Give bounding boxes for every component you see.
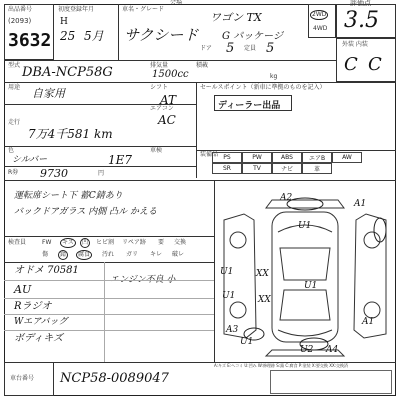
equip-leather: 革 [302, 163, 332, 174]
mark-a4: A4 [326, 345, 339, 355]
color-value: シルバー [12, 155, 48, 165]
door-value: 5 [226, 41, 235, 56]
recycle-label: R券 [8, 169, 19, 176]
inspection-label: 車検 [150, 147, 163, 154]
opt-divider [104, 262, 105, 362]
ext-int-label: 外装 内装 [342, 41, 368, 48]
divider-specs [196, 82, 197, 178]
equip-ps: PS [212, 152, 242, 163]
model-label: 車名・グレード [122, 6, 165, 13]
insp-tear: 破レ [172, 251, 185, 258]
equip-abs: ABS [272, 152, 302, 163]
insp-cut: キレ [150, 251, 162, 258]
drive-2wd: 2WD [312, 11, 327, 18]
divider-spec3 [4, 166, 196, 167]
era: H [60, 17, 68, 27]
footer-note: A:キズ E:ヘコミ U:凹み W:修理跡 S:錆 C:腐食 P:塗装 X:要交換 XX:交換済 [214, 363, 349, 368]
mileage-label: 走行 [8, 119, 21, 126]
divider-equip [196, 150, 396, 151]
opt-mileage: オドメ 70581 [14, 265, 79, 276]
car-name: サクシード [124, 26, 199, 44]
opt-radio: Rラジオ [14, 301, 52, 312]
year-value: 25 [60, 29, 76, 43]
dealer-badge-text: ディーラー出品 [218, 101, 281, 111]
mark-u1-top: U1 [298, 221, 312, 231]
opt-line2 [4, 298, 214, 299]
car-damage-diagram [214, 180, 396, 362]
usage-value: 自家用 [32, 87, 65, 100]
capacity-label: 定員 [244, 45, 257, 52]
score-value: 3.5 [344, 8, 379, 33]
stamp-area [270, 370, 392, 394]
door-label: ドア [200, 45, 212, 52]
usage-label: 用途 [8, 84, 21, 91]
insp-replace: 交換 [174, 239, 187, 246]
drive-box [308, 4, 336, 38]
opt-line4 [4, 330, 214, 331]
equip-navi: ナビ [272, 163, 302, 174]
model-code-label: 型式 [8, 62, 21, 69]
mark-u1-left: U1 [220, 267, 234, 277]
load-label: 積載 [196, 62, 209, 69]
int-grade: C [368, 54, 382, 75]
insp-repair: リペア跡 [122, 239, 146, 246]
divider-spec2 [4, 146, 196, 147]
mark-a1-right: A1 [362, 317, 375, 327]
insp-rust: 傷 [42, 251, 49, 258]
divider-row3 [4, 82, 396, 83]
lot-number: 3632 [8, 30, 52, 51]
lot-label: 出品番号 [8, 6, 33, 13]
color-number: 1E7 [108, 153, 133, 167]
ext-grade: C [344, 54, 358, 75]
load-unit: kg [270, 73, 278, 80]
equip-sr: SR [212, 163, 242, 174]
insp-scratch: キズ [62, 239, 74, 246]
opt-w-airbag: Wエアバッグ [14, 317, 68, 327]
mark-u1-left2: U1 [222, 291, 236, 301]
recycle-unit: 円 [98, 170, 105, 177]
sales-point-label: セールスポイント（新車に準拠のものを記入） [200, 84, 326, 91]
cc-label: 排気量 [150, 62, 169, 69]
grade-line1: ワゴン TX [210, 11, 262, 24]
mark-a2: A2 [280, 193, 293, 203]
insp-gari: ガリ [126, 251, 139, 258]
equip-aw: AW [332, 152, 362, 163]
mark-u1-mid: U1 [304, 281, 318, 291]
grade-line2: G パッケージ [222, 31, 283, 42]
equipment-label: 装備品 [200, 151, 219, 158]
month-value: 5月 [84, 29, 104, 43]
mark-u2: U2 [300, 345, 314, 355]
recycle-value: 9730 [40, 167, 68, 180]
divider-year [118, 4, 119, 60]
chassis-number: NCP58-0089047 [60, 371, 169, 386]
mark-u1-bottom: U1 [240, 337, 254, 347]
note-line-1: 運転席シート下 蓄C錆あり [14, 191, 123, 201]
ac-label: エアコン [150, 105, 174, 112]
insp-dent: 凹 [82, 239, 89, 246]
divider-row2 [4, 60, 336, 61]
opt-scratch: ボディキズ [14, 333, 63, 344]
ac-value: AC [158, 113, 176, 127]
insp-crack: ヒビ割 [96, 239, 115, 246]
opt-au: AU [14, 283, 32, 296]
insp-corrosion: 腐食 [78, 251, 91, 258]
lot-code: (2093) [8, 17, 32, 25]
shift-value: AT [160, 93, 177, 107]
model-code: DBA-NCP58G [22, 65, 113, 80]
capacity-value: 5 [266, 41, 275, 56]
insp-rust2: 錆 [60, 251, 67, 258]
shift-label: シフト [150, 84, 169, 91]
score-header-label: 評価点 [350, 0, 371, 7]
venue-label: 会場 [170, 0, 183, 6]
opt-line3 [4, 314, 214, 315]
opt-engine: エンジン不良 小 [110, 275, 176, 285]
note-line-2: バックドアガラス 内側 凸ル かえる [14, 207, 157, 217]
cc-value: 1500cc [152, 69, 189, 80]
inspector-label: 検査員 [8, 239, 27, 246]
mileage-value: 7万4千581 km [28, 127, 113, 141]
color-label: 色 [8, 147, 15, 154]
mark-xx-2: XX [258, 295, 271, 305]
opt-line1 [4, 280, 214, 281]
equip-pw: PW [242, 152, 272, 163]
divider-options [4, 262, 214, 263]
equip-tv: TV [242, 163, 272, 174]
mark-a1-top: A1 [354, 199, 367, 209]
insp-fw: FW [42, 239, 52, 246]
chassis-label: 車台番号 [10, 375, 35, 382]
year-label: 初度登録年月 [58, 6, 95, 13]
drive-4wd: 4WD [313, 25, 328, 32]
mark-a3: A3 [226, 325, 239, 335]
insp-dirt: 汚れ [102, 251, 115, 258]
equip-airbag: エアB [302, 152, 332, 163]
insp-need: 要 [158, 239, 165, 246]
mark-xx-1: XX [256, 269, 269, 279]
divider-inspector [4, 236, 214, 237]
